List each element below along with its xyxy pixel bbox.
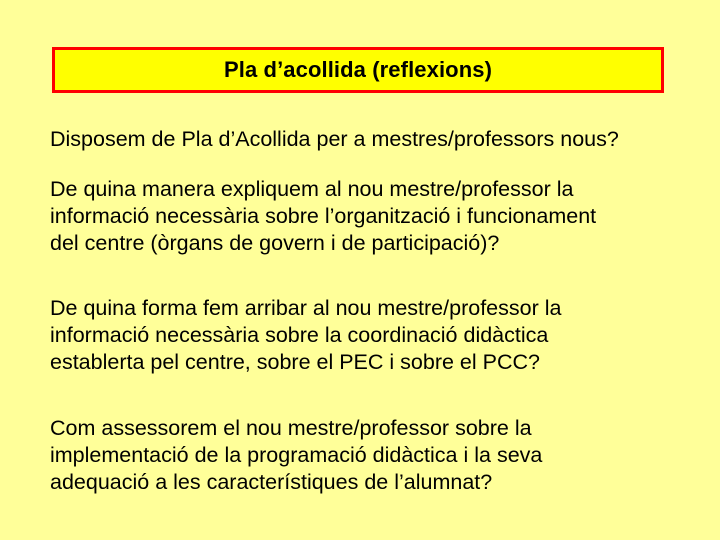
question-paragraph-4: Com assessorem el nou mestre/professor sobre la implementació de la programació didàctica i la seva adequació a les característiques de l’alumnat? xyxy=(50,416,543,494)
question-paragraph-3: De quina forma fem arribar al nou mestre/professor la informació necessària sobre la coordinació didàctica establerta pel centre, sobre el PEC i sobre el PCC? xyxy=(50,296,562,374)
question-paragraph-1: Disposem de Pla d’Acollida per a mestres/professors nous? xyxy=(50,127,619,151)
title-box xyxy=(52,47,664,93)
slide-title: Pla d’acollida (reflexions) xyxy=(224,57,492,82)
question-paragraph-2: De quina manera expliquem al nou mestre/professor la informació necessària sobre l’organització i funcionament del centre (òrgans de govern i de participació)? xyxy=(50,177,597,255)
